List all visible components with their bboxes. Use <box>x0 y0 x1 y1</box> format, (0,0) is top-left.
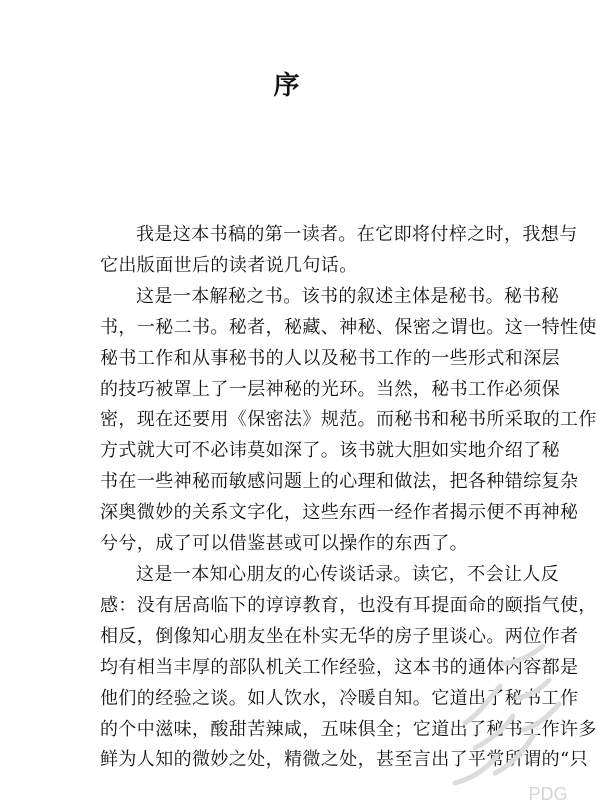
text-line: 这是一本知心朋友的心传谈话录。读它，不会让人反 <box>136 563 560 585</box>
body-text <box>100 220 597 776</box>
text-line: 方式就大可不必讳莫如深了。该书就大胆如实地介绍了秘 <box>100 440 560 462</box>
text-line: 的个中滋味，酸甜苦辣咸，五味俱全；它道出了秘书工作许多 <box>100 718 597 740</box>
text-line: 书，一秘二书。秘者，秘藏、神秘、保密之谓也。这一特性使 <box>100 316 597 338</box>
text-line: 这是一本解秘之书。该书的叙述主体是秘书。秘书秘 <box>136 285 560 307</box>
text-line: 我是这本书稿的第一读者。在它即将付梓之时，我想与 <box>136 224 578 245</box>
text-line: 深奥微妙的关系文字化，这些东西一经作者揭示便不再神秘 <box>100 502 579 524</box>
text-line: 兮兮，成了可以借鉴甚或可以操作的东西了。 <box>100 533 468 555</box>
watermark-text: PDG <box>528 784 568 804</box>
text-line: 它出版面世后的读者说几句话。 <box>100 254 358 276</box>
text-line: 鲜为人知的微妙之处，精微之处，甚至言出了平常所谓的“只 <box>100 749 588 771</box>
text-line: 的技巧被罩上了一层神秘的光环。当然，秘书工作必须保 <box>100 378 560 400</box>
paragraph-2 <box>100 282 597 560</box>
paragraph-1 <box>100 220 578 282</box>
text-line: 书在一些神秘而敏感问题上的心理和做法，把各种错综复杂 <box>100 471 579 493</box>
text-line: 相反，倒像知心朋友坐在朴实无华的房子里谈心。两位作者 <box>100 625 579 647</box>
text-line: 感：没有居高临下的谆谆教育，也没有耳提面命的颐指气使， <box>100 594 597 616</box>
paragraph-3 <box>100 560 597 776</box>
text-line: 均有相当丰厚的部队机关工作经验，这本书的通体内容都是 <box>100 656 579 678</box>
text-line: 他们的经验之谈。如人饮水，冷暖自知。它道出了秘书工作 <box>100 687 579 709</box>
page-title: 序 <box>273 71 302 101</box>
text-line: 秘书工作和从事秘书的人以及秘书工作的一些形式和深层 <box>100 347 560 369</box>
text-line: 密，现在还要用《保密法》规范。而秘书和秘书所采取的工作 <box>100 409 597 431</box>
